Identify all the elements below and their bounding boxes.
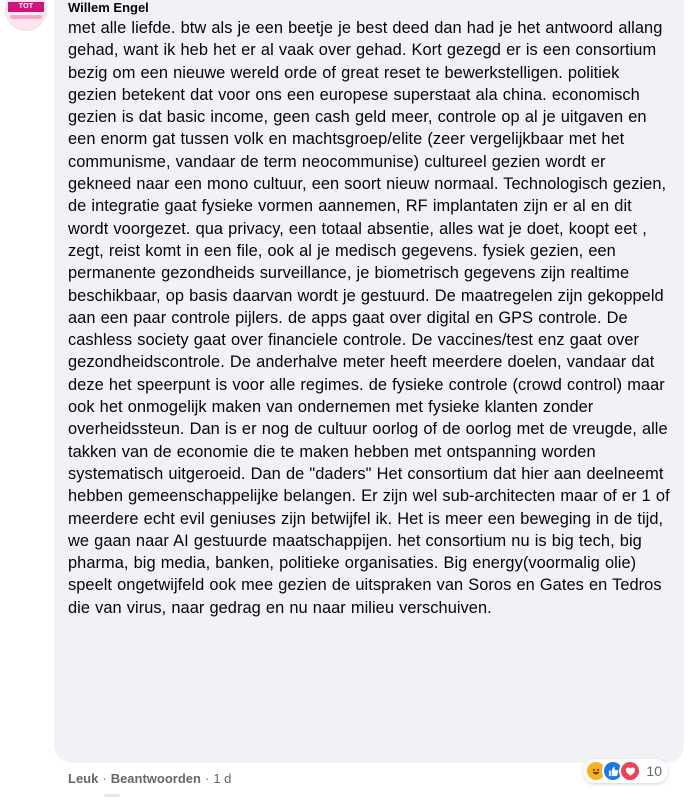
separator: · bbox=[204, 771, 210, 786]
comment-timestamp[interactable]: 1 d bbox=[213, 771, 232, 786]
love-icon bbox=[619, 760, 641, 782]
separator: · bbox=[102, 771, 107, 786]
reaction-count: 10 bbox=[646, 763, 662, 779]
comment-actions bbox=[68, 770, 231, 788]
avatar[interactable] bbox=[6, 0, 46, 30]
reply-button[interactable]: Beantwoorden bbox=[110, 771, 201, 786]
comment-bubble bbox=[54, 0, 684, 763]
avatar-badge-stripe bbox=[10, 15, 42, 19]
reactions-summary[interactable] bbox=[583, 759, 668, 783]
avatar-badge: TOT bbox=[8, 2, 44, 12]
like-button[interactable]: Leuk bbox=[68, 771, 99, 786]
comment-body: met alle liefde. btw als je een beetje je best deed dan had je het antwoord allang gehad, want ik heb het er al vaak over gehad. Kort gezegd er is een consortium bezig om een nieuwe wereld orde of great reset te bewerkstelligen. politiek gezien betekent dat voor ons een europese superstaat ala china. economisch gezien is dat basic income, geen cash geld meer, controle op al je uitgaven en een enorm gat tussen volk en machtsgroep/elite (zeer vergelijkbaar met het communisme, vandaar de term neocommunise) cultureel gezien wordt er gekneed naar een mono cultuur, een soort nieuw normaal. Technologisch gezien, de integratie gaat fysieke vormen aannemen, RF implantaten zijn er al en dit wordt voorgezet. qua privacy, een totaal absentie, alles wat je doet, koopt eet , zegt, reist komt in een file, ook al je medisch gegevens. fysiek gezien, een permanente gezondheids surveillance, je biometrisch gegevens zijn realtime beschikbaar, op basis daarvan wordt je gestuurd. De maatregelen zijn gekoppeld aan een paar controle pijlers. de apps gaat over digital en GPS controle. De cashless society gaat over financiele controle. De vaccines/test enz gaat over gezondheidscontrole. De anderhalve meter heeft meerdere doelen, vandaar dat deze het speerpunt is voor alle regimes. de fysieke controle (crowd control) maar ook het onmogelijk maken van ondernemen met fysieke klanten zonder overheidssteun. Dan is er nog de cultuur oorlog of de oorlog met de vreugde, alle takken van de economie die te maken hebben met ontspanning worden systematisch uitgeroeid. Dan de "daders" Het consortium dat hier aan deelneemt hebben gemeenschappelijke belangen. Er zijn wel sub-architecten maar of er 1 of meerdere echt evil geniuses zijn betwijfel ik. Het is meer een beweging in de tijd, we gaan naar AI gestuurde maatschappijen. het consortium nu is big tech, big pharma, big media, banken, politieke organisaties. Big energy(voormalig olie) speelt ongetwijfeld ook mee gezien de uitspraken van Soros en Gates en Tedros die van virus, naar gedrag en nu naar milieu verschuiven. bbox=[68, 19, 670, 617]
comment-author[interactable]: Willem Engel bbox=[68, 0, 149, 15]
